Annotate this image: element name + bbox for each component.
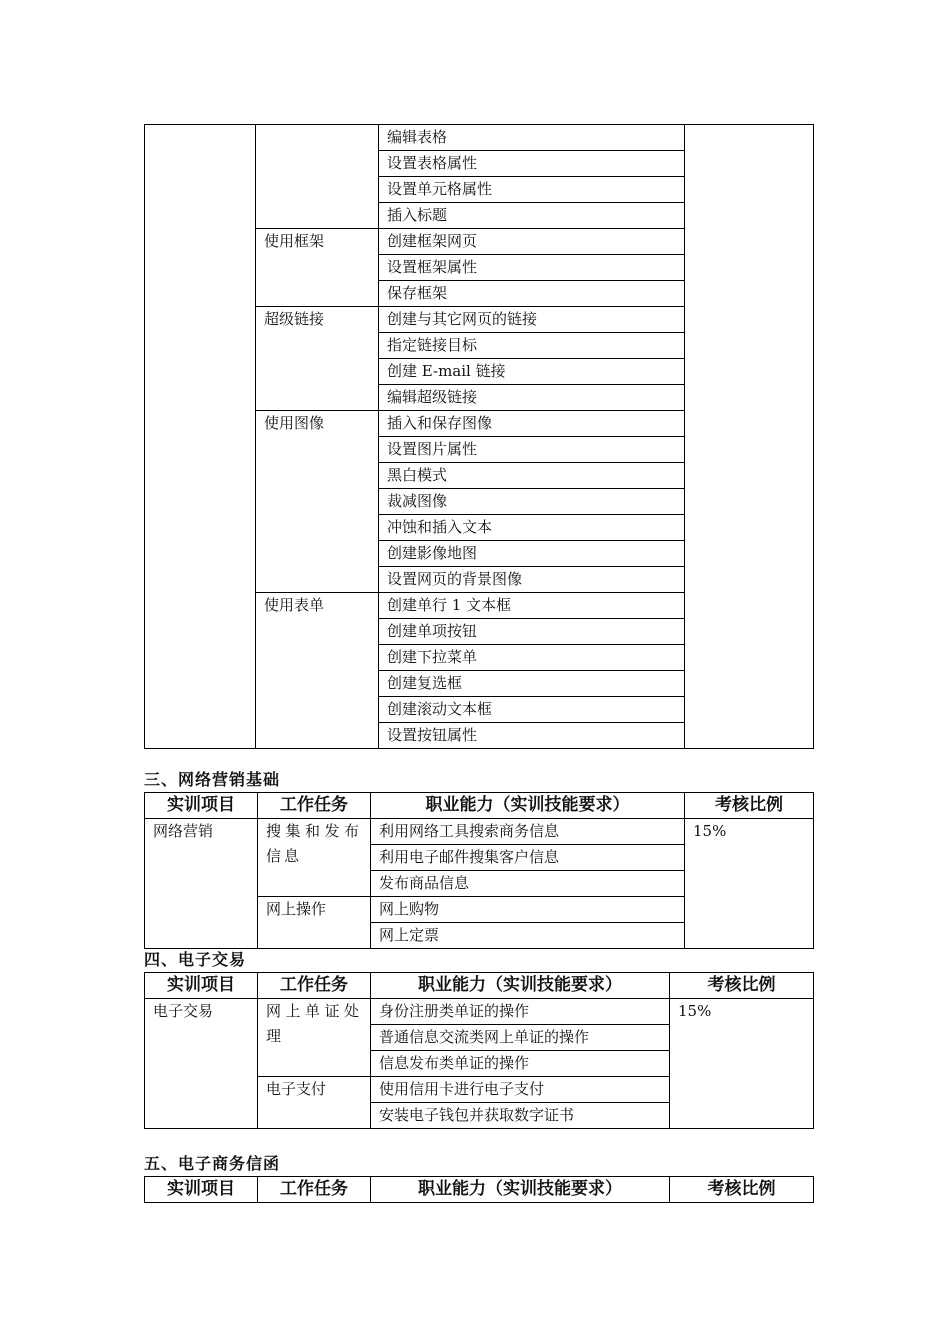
skill-cell: 身份注册类单证的操作 [371,999,670,1025]
task-cell: 使用表单 [256,593,379,749]
skill-cell: 创建单行 1 文本框 [379,593,685,619]
skill-cell: 设置框架属性 [379,255,685,281]
skill-cell: 利用网络工具搜索商务信息 [371,819,685,845]
column-header: 考核比例 [670,973,814,999]
task-cell: 使用框架 [256,229,379,307]
task-cell: 网上单证处理 [258,999,371,1077]
column-header: 考核比例 [670,1177,814,1203]
skill-cell: 安装电子钱包并获取数字证书 [371,1103,670,1129]
skill-cell: 创建单项按钮 [379,619,685,645]
column-header: 工作任务 [258,793,371,819]
skill-cell: 裁减图像 [379,489,685,515]
skill-cell: 创建与其它网页的链接 [379,307,685,333]
project-cell-empty [145,125,256,749]
skill-cell: 冲蚀和插入文本 [379,515,685,541]
skill-cell: 指定链接目标 [379,333,685,359]
section-heading: 五、电子商务信函 [144,1154,281,1173]
column-header: 职业能力（实训技能要求） [371,1177,670,1203]
column-header: 实训项目 [145,1177,258,1203]
skill-cell: 利用电子邮件搜集客户信息 [371,845,685,871]
ratio-cell: 15% [670,999,814,1129]
skill-cell: 设置表格属性 [379,151,685,177]
skills-table-continued-body [145,125,814,749]
skill-cell: 设置图片属性 [379,437,685,463]
section-heading: 四、电子交易 [144,950,247,969]
skill-cell: 编辑超级链接 [379,385,685,411]
skill-cell: 设置按钮属性 [379,723,685,749]
skill-cell: 网上定票 [371,923,685,949]
task-cell: 电子支付 [258,1077,371,1129]
skill-cell: 编辑表格 [379,125,685,151]
skill-cell: 黑白模式 [379,463,685,489]
task-cell [256,125,379,229]
section-heading: 三、网络营销基础 [144,770,281,789]
skill-cell: 使用信用卡进行电子支付 [371,1077,670,1103]
column-header: 工作任务 [258,1177,371,1203]
skill-cell: 创建下拉菜单 [379,645,685,671]
column-header: 职业能力（实训技能要求） [371,793,685,819]
column-header: 实训项目 [145,973,258,999]
skills-table-continued [144,124,814,749]
task-cell: 搜集和发布信息 [258,819,371,897]
skill-cell: 发布商品信息 [371,871,685,897]
skill-cell: 创建 E-mail 链接 [379,359,685,385]
skill-cell: 设置网页的背景图像 [379,567,685,593]
task-cell: 使用图像 [256,411,379,593]
skill-cell: 插入标题 [379,203,685,229]
business-letter-table [144,1176,814,1203]
skill-cell: 普通信息交流类网上单证的操作 [371,1025,670,1051]
skill-cell: 创建框架网页 [379,229,685,255]
ratio-cell: 15% [685,819,814,949]
column-header: 职业能力（实训技能要求） [371,973,670,999]
skill-cell: 插入和保存图像 [379,411,685,437]
skill-cell: 网上购物 [371,897,685,923]
project-cell: 电子交易 [145,999,258,1129]
column-header: 工作任务 [258,973,371,999]
skill-cell: 创建滚动文本框 [379,697,685,723]
ratio-cell-empty [685,125,814,749]
skill-cell: 创建复选框 [379,671,685,697]
column-header: 实训项目 [145,793,258,819]
task-cell: 网上操作 [258,897,371,949]
network-marketing-table [144,792,814,949]
skill-cell: 信息发布类单证的操作 [371,1051,670,1077]
skill-cell: 创建影像地图 [379,541,685,567]
column-header: 考核比例 [685,793,814,819]
e-trade-table [144,972,814,1129]
skill-cell: 设置单元格属性 [379,177,685,203]
task-cell: 超级链接 [256,307,379,411]
project-cell: 网络营销 [145,819,258,949]
skill-cell: 保存框架 [379,281,685,307]
